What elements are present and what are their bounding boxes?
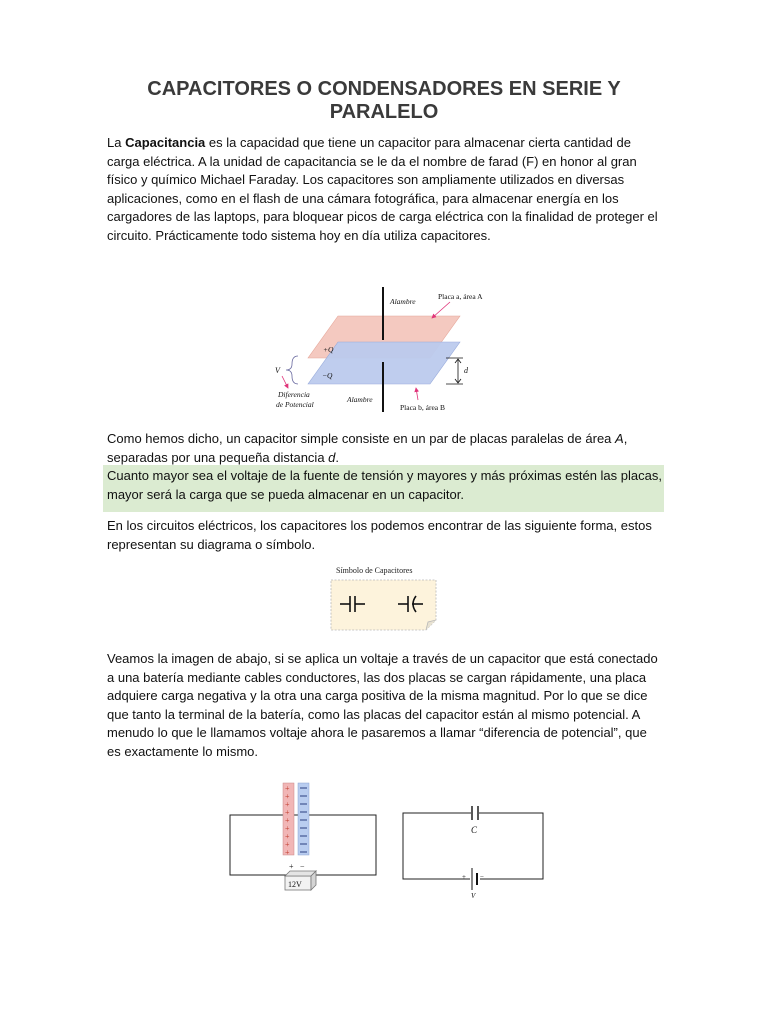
source-v-label: V xyxy=(471,892,476,900)
paragraph-voltaje: Cuanto mayor sea el voltaje de la fuente de tensión y mayores y más próximas estén las placas, mayor será la carga que se pueda almacenar en un capacitor. xyxy=(107,468,662,502)
svg-text:+: + xyxy=(285,824,290,833)
svg-text:+: + xyxy=(285,848,290,857)
capacitancia-term: Capacitancia xyxy=(125,135,206,150)
p2-line2-text: separadas por una pequeña distancia xyxy=(107,449,329,465)
p2-line1-text: Como hemos dicho, un capacitor simple consiste en un par de placas paralelas de área xyxy=(107,431,616,446)
symbols-caption: Símbolo de Capacitores xyxy=(336,566,413,575)
plus-signs xyxy=(285,784,290,857)
svg-text:+: + xyxy=(285,808,290,817)
plus-q-label: +Q xyxy=(323,345,334,354)
minus-q-label: −Q xyxy=(322,371,333,380)
paragraph-placas xyxy=(107,430,662,467)
page-title: CAPACITORES O CONDENSADORES EN SERIE Y PARALELO xyxy=(147,78,621,123)
svg-text:+: + xyxy=(285,784,290,793)
d-label: d xyxy=(464,366,468,375)
diferencia-label: Diferencia xyxy=(278,390,310,399)
area-var: A xyxy=(615,431,624,446)
p2-line1-end: , xyxy=(623,431,628,446)
alambre-top-label: Alambre xyxy=(390,297,416,306)
circuit-voltage-source xyxy=(462,868,484,900)
svg-text:+: + xyxy=(289,862,294,871)
svg-text:+: + xyxy=(462,873,466,881)
svg-text:+: + xyxy=(285,832,290,841)
svg-text:+: + xyxy=(285,840,290,849)
p1-rest: es la capacidad que tiene un capacitor para almacenar cierta cantidad de carga eléctrica. A la unidad de capacitancia se le da el nombre de farad (F) en honor al gran físico y químico Michael Faraday. Los capacitores son ampliamente utilizados en diversas aplicaciones, como en el flash de una cámara fotográfica, para almacenar energía en los cargadores de las laptops, para bloquear picos de carga eléctrica con la finalidad de proteger el circuito. Prácticamente todo sistema hoy en día utiliza capacitores. xyxy=(107,135,658,243)
v-label: V xyxy=(275,366,280,375)
placa-a-label: Placa a, área A xyxy=(438,292,483,301)
svg-text:+: + xyxy=(285,816,290,825)
circuit-capacitor-symbol xyxy=(471,806,479,835)
alambre-bottom-label: Alambre xyxy=(347,395,373,404)
svg-text:+: + xyxy=(285,792,290,801)
circuit-figure xyxy=(225,780,550,900)
paragraph-circuitos: En los circuitos eléctricos, los capacitores los podemos encontrar de las siguiente forma, estos representan su diagrama o símbolo. xyxy=(107,518,652,552)
svg-text:−: − xyxy=(300,862,305,871)
p1-pre: La xyxy=(107,135,126,150)
svg-text:+: + xyxy=(285,800,290,809)
svg-text:−: − xyxy=(480,873,484,881)
placa-b-label: Placa b, área B xyxy=(400,403,445,412)
de-potencial-label: de Potencial xyxy=(276,400,314,409)
p2-line2-end: . xyxy=(335,449,340,465)
parallel-plate-figure xyxy=(270,284,510,418)
distance-var: d xyxy=(328,449,336,465)
paragraph-capacitancia xyxy=(107,134,662,246)
battery-label: 12V xyxy=(288,880,302,889)
battery-12v xyxy=(285,862,316,890)
cap-c-label: C xyxy=(471,825,478,835)
paragraph-bateria: Veamos la imagen de abajo, si se aplica un voltaje a través de un capacitor que está conectado a una batería mediante cables conductores, las dos placas se cargan rápidamente, una placa adquiere carga negativa y la otra una carga positiva de la misma magnitud. Por lo que se dice que tanto la terminal de la batería, como las placas del capacitor están al mismo potencial. A menudo lo que le llamamos voltaje ahora le pasaremos a llamar “diferencia de potencial”, que es exactamente lo mismo. xyxy=(107,651,658,759)
capacitor-symbols-figure xyxy=(328,562,440,634)
